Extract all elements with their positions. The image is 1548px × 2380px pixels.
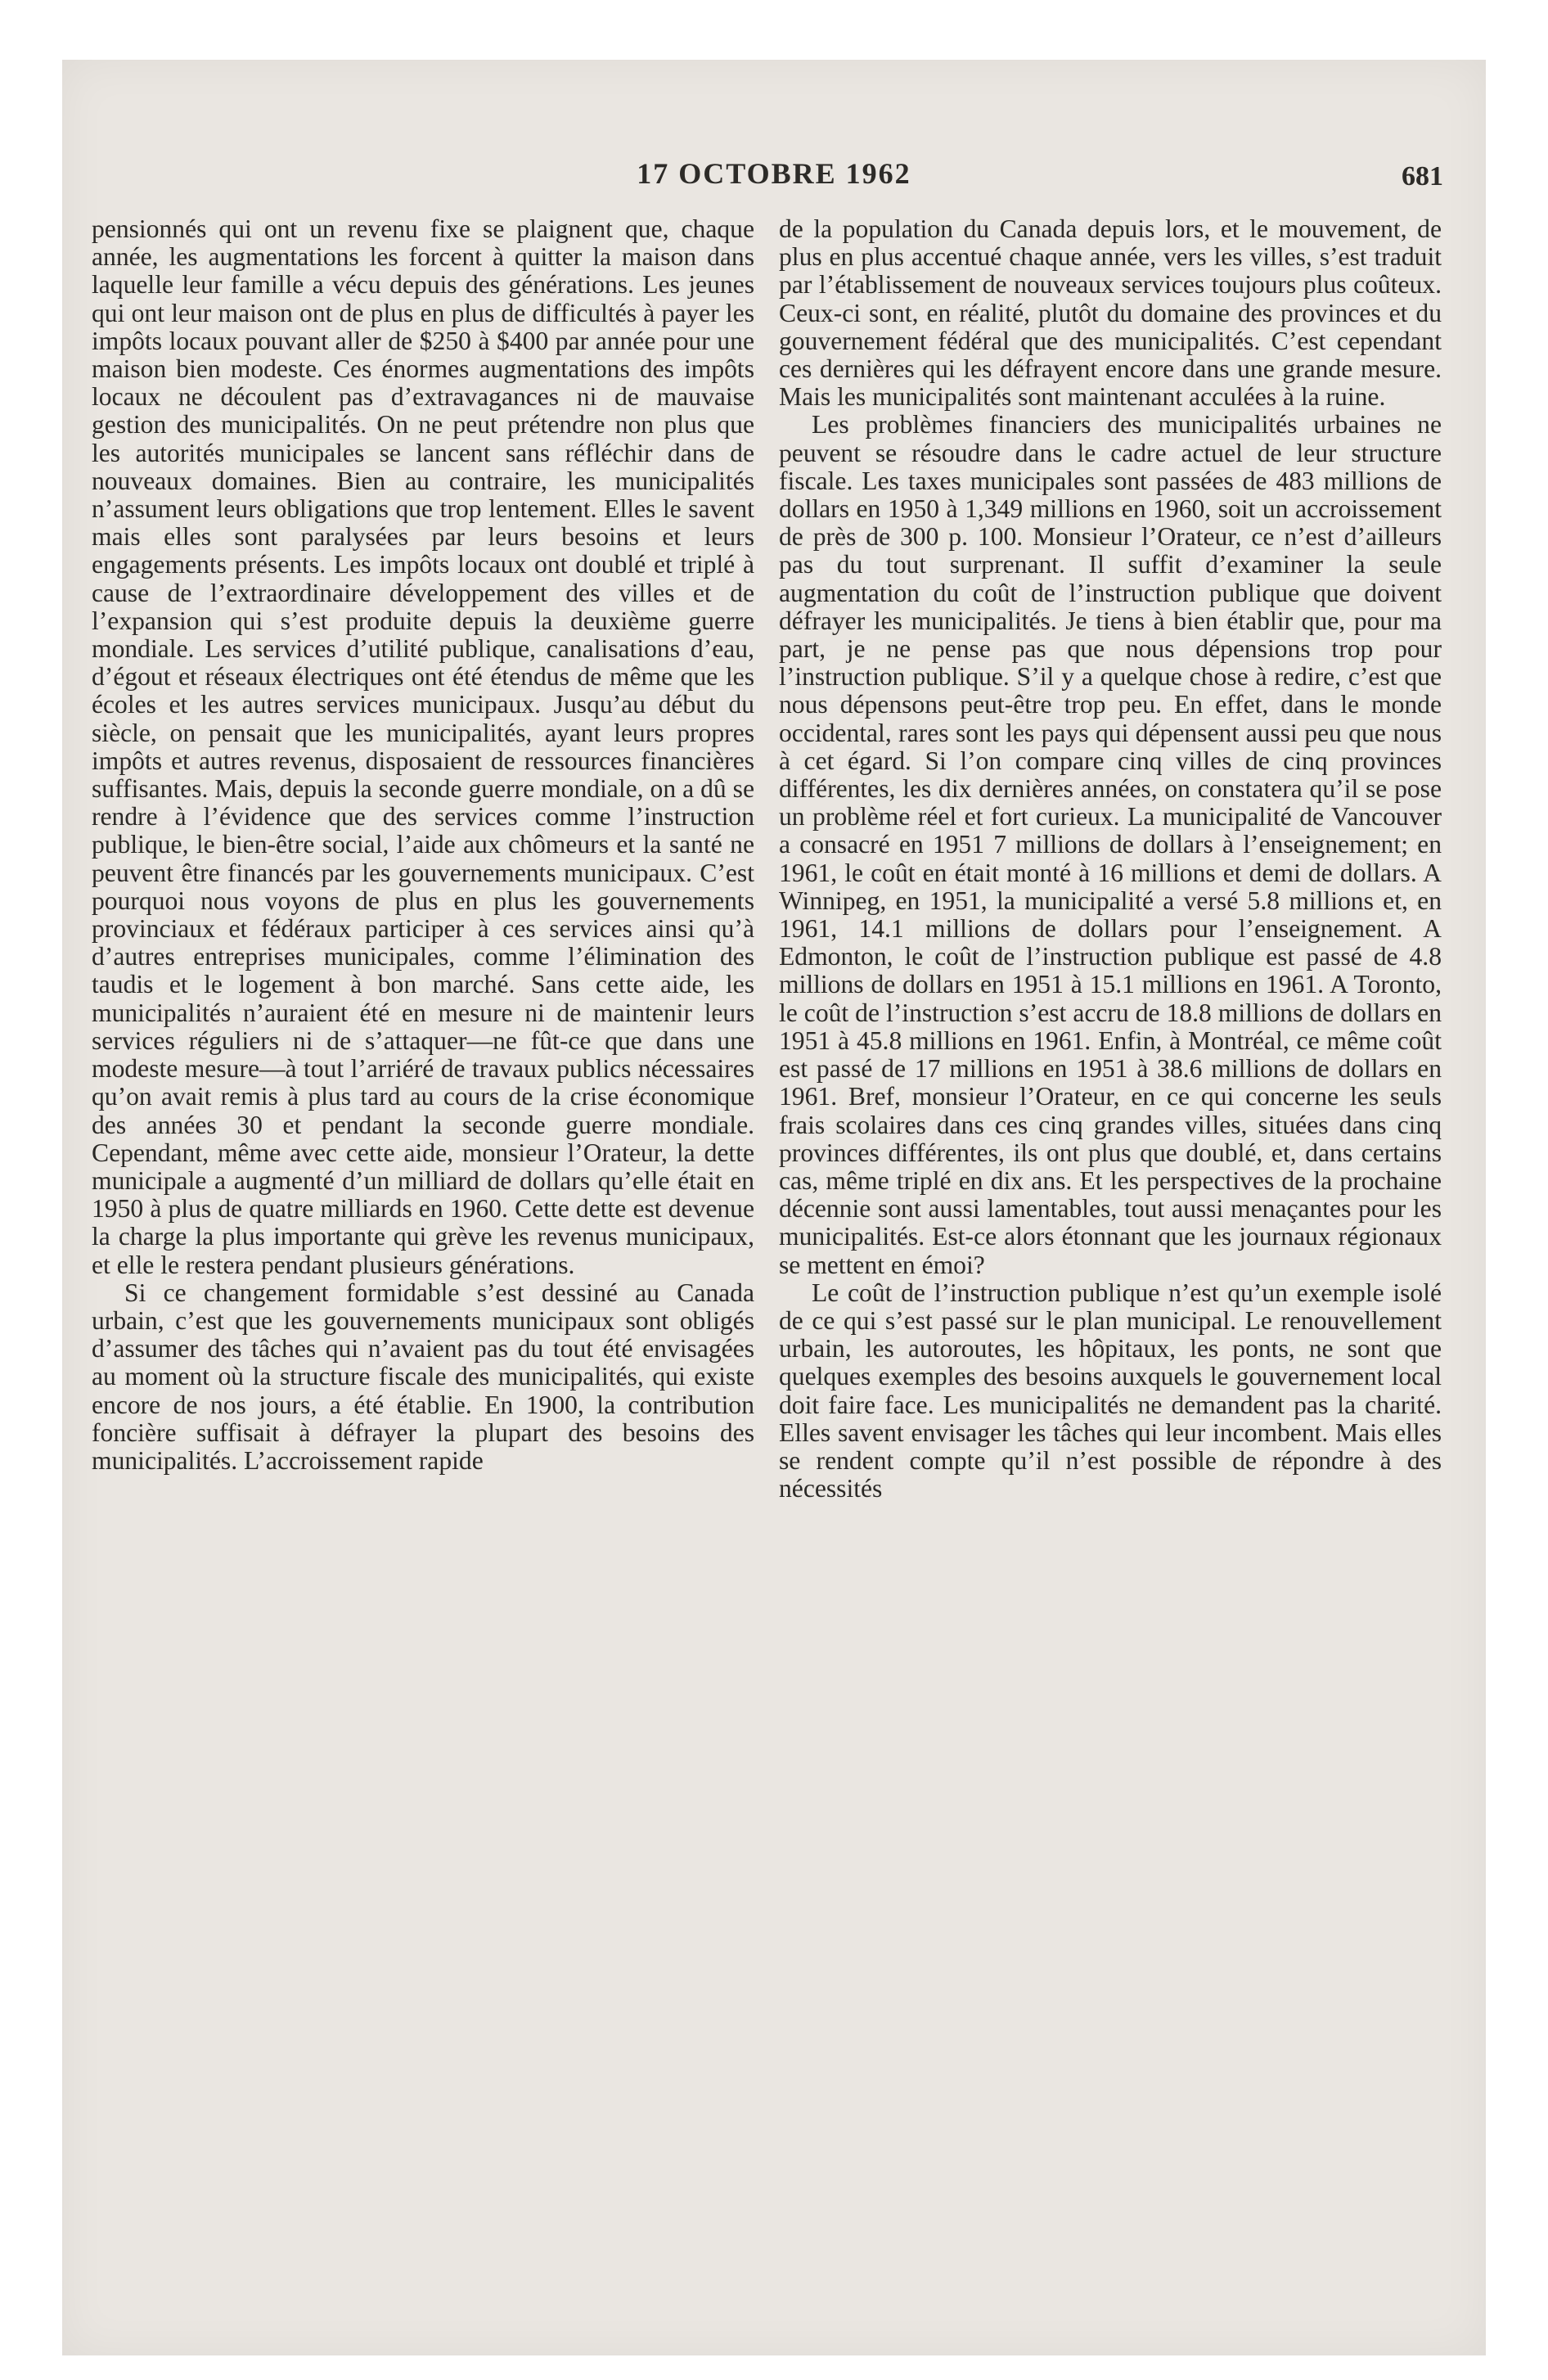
right-paragraph-3: Le coût de l’instruction publique n’est qu’un exemple isolé de ce qui s’est passé sur le plan municipal. Le renouvellement urbain, les autoroutes, les hôpitaux, les ponts, ne sont que quelques exemples des besoins auxquels le gouvernement local doit faire face. Les municipalités ne demandent pas la charité. Elles savent envisager les tâches qui leur incombent. Mais elles se rendent compte qu’il n’est possible de répondre à des nécessités <box>779 1278 1442 1503</box>
left-paragraph-1: pensionnés qui ont un revenu fixe se plaignent que, chaque année, les augmentations les forcent à quitter la maison dans laquelle leur famille a vécu depuis des générations. Les jeunes qui ont leur maison ont de plus en plus de difficultés à payer les impôts locaux pouvant aller de $250 à $400 par année pour une maison bien modeste. Ces énormes augmentations des impôts locaux ne découlent pas d’extravagances ni de mauvaise gestion des municipalités. On ne peut prétendre non plus que les autorités municipales se lancent sans réfléchir dans de nouveaux domaines. Bien au contraire, les municipalités n’assument leurs obligations que trop lentement. Elles le savent mais elles sont paralysées par leurs besoins et leurs engagements présents. Les impôts locaux ont doublé et triplé à cause de l’extraordinaire développement des villes et de l’expansion qui s’est produite depuis la deuxième guerre mondiale. Les services d’utilité publique, canalisations d’eau, d’égout et réseaux électriques ont été étendus de même que les écoles et les autres services municipaux. Jusqu’au début du siècle, on pensait que les municipalités, ayant leurs propres impôts et autres revenus, disposaient de ressources financières suffisantes. Mais, depuis la seconde guerre mondiale, on a dû se rendre à l’évidence que des services comme l’instruction publique, le bien-être social, l’aide aux chômeurs et la santé ne peuvent être financés par les gouvernements municipaux. C’est pourquoi nous voyons de plus en plus les gouvernements provinciaux et fédéraux participer à ces services ainsi qu’à d’autres entreprises municipales, comme l’élimination des taudis et le logement à bon marché. Sans cette aide, les municipalités n’auraient été en mesure ni de maintenir leurs services réguliers ni de s’attaquer—ne fût-ce que dans une modeste mesure—à tout l’arriéré de travaux publics nécessaires qu’on avait remis à plus tard au cours de la crise économique des années 30 et pendant la seconde guerre mondiale. Cependant, même avec cette aide, monsieur l’Orateur, la dette municipale a augmenté d’un milliard de dollars qu’elle était en 1950 à plus de quatre milliards en 1960. Cette dette est devenue la charge la plus importante qui grève les revenus municipaux, et elle le restera pendant plusieurs générations. <box>92 214 754 1279</box>
right-paragraph-2: Les problèmes financiers des municipalités urbaines ne peuvent se résoudre dans le cadre actuel de leur structure fiscale. Les taxes municipales sont passées de 483 millions de dollars en 1950 à 1,349 millions en 1960, soit un accroissement de près de 300 p. 100. Monsieur l’Orateur, ce n’est d’ailleurs pas du tout surprenant. Il suffit d’examiner la seule augmentation du coût de l’instruction publique que doivent défrayer les municipalités. Je tiens à bien établir que, pour ma part, je ne pense pas que nous dépensions trop pour l’instruction publique. S’il y a quelque chose à redire, c’est que nous dépensons peut-être trop peu. En effet, dans le monde occidental, rares sont les pays qui dépensent aussi peu que nous à cet égard. Si l’on compare cinq villes de cinq provinces différentes, les dix dernières années, on constatera qu’il se pose un problème réel et fort curieux. La municipalité de Vancouver a consacré en 1951 7 millions de dollars à l’enseignement; en 1961, le coût en était monté à 16 millions et demi de dollars. A Winnipeg, en 1951, la municipalité a versé 5.8 millions et, en 1961, 14.1 millions de dollars pour l’enseignement. A Edmonton, le coût de l’instruction publique est passé de 4.8 millions de dollars en 1951 à 15.1 millions en 1961. A Toronto, le coût de l’instruction s’est accru de 18.8 millions de dollars en 1951 à 45.8 millions en 1961. Enfin, à Montréal, ce même coût est passé de 17 millions en 1951 à 38.6 millions de dollars en 1961. Bref, monsieur l’Orateur, en ce qui concerne les seuls frais scolaires dans ces cinq grandes villes, situées dans cinq provinces différentes, ils ont plus que doublé, et, dans certains cas, même triplé en dix ans. Et les perspectives de la prochaine décennie sont aussi lamentables, tout aussi menaçantes pour les municipalités. Est-ce alors étonnant que les journaux régionaux se mettent en émoi? <box>779 410 1442 1279</box>
left-paragraph-2: Si ce changement formidable s’est dessiné au Canada urbain, c’est que les gouvernements municipaux sont obligés d’assumer des tâches qui n’avaient pas du tout été envisagées au moment où la structure fiscale des municipalités, qui existe encore de nos jours, a été établie. En 1900, la contribution foncière suffisait à défrayer la plupart des besoins des municipalités. L’accroissement rapide <box>92 1278 754 1475</box>
right-column <box>779 215 1442 1503</box>
page-header <box>62 156 1486 205</box>
page-sheet <box>62 60 1486 2355</box>
header-date: 17 OCTOBRE 1962 <box>637 157 911 190</box>
left-column <box>92 215 754 1475</box>
page-number: 681 <box>1402 161 1443 192</box>
right-paragraph-1: de la population du Canada depuis lors, et le mouvement, de plus en plus accentué chaque année, vers les villes, s’est traduit par l’établissement de nouveaux services toujours plus coûteux. Ceux-ci sont, en réalité, plutôt du domaine des provinces et du gouvernement fédéral que des municipalités. C’est cependant ces dernières qui les défrayent encore dans une grande mesure. Mais les municipalités sont maintenant acculées à la ruine. <box>779 214 1442 412</box>
